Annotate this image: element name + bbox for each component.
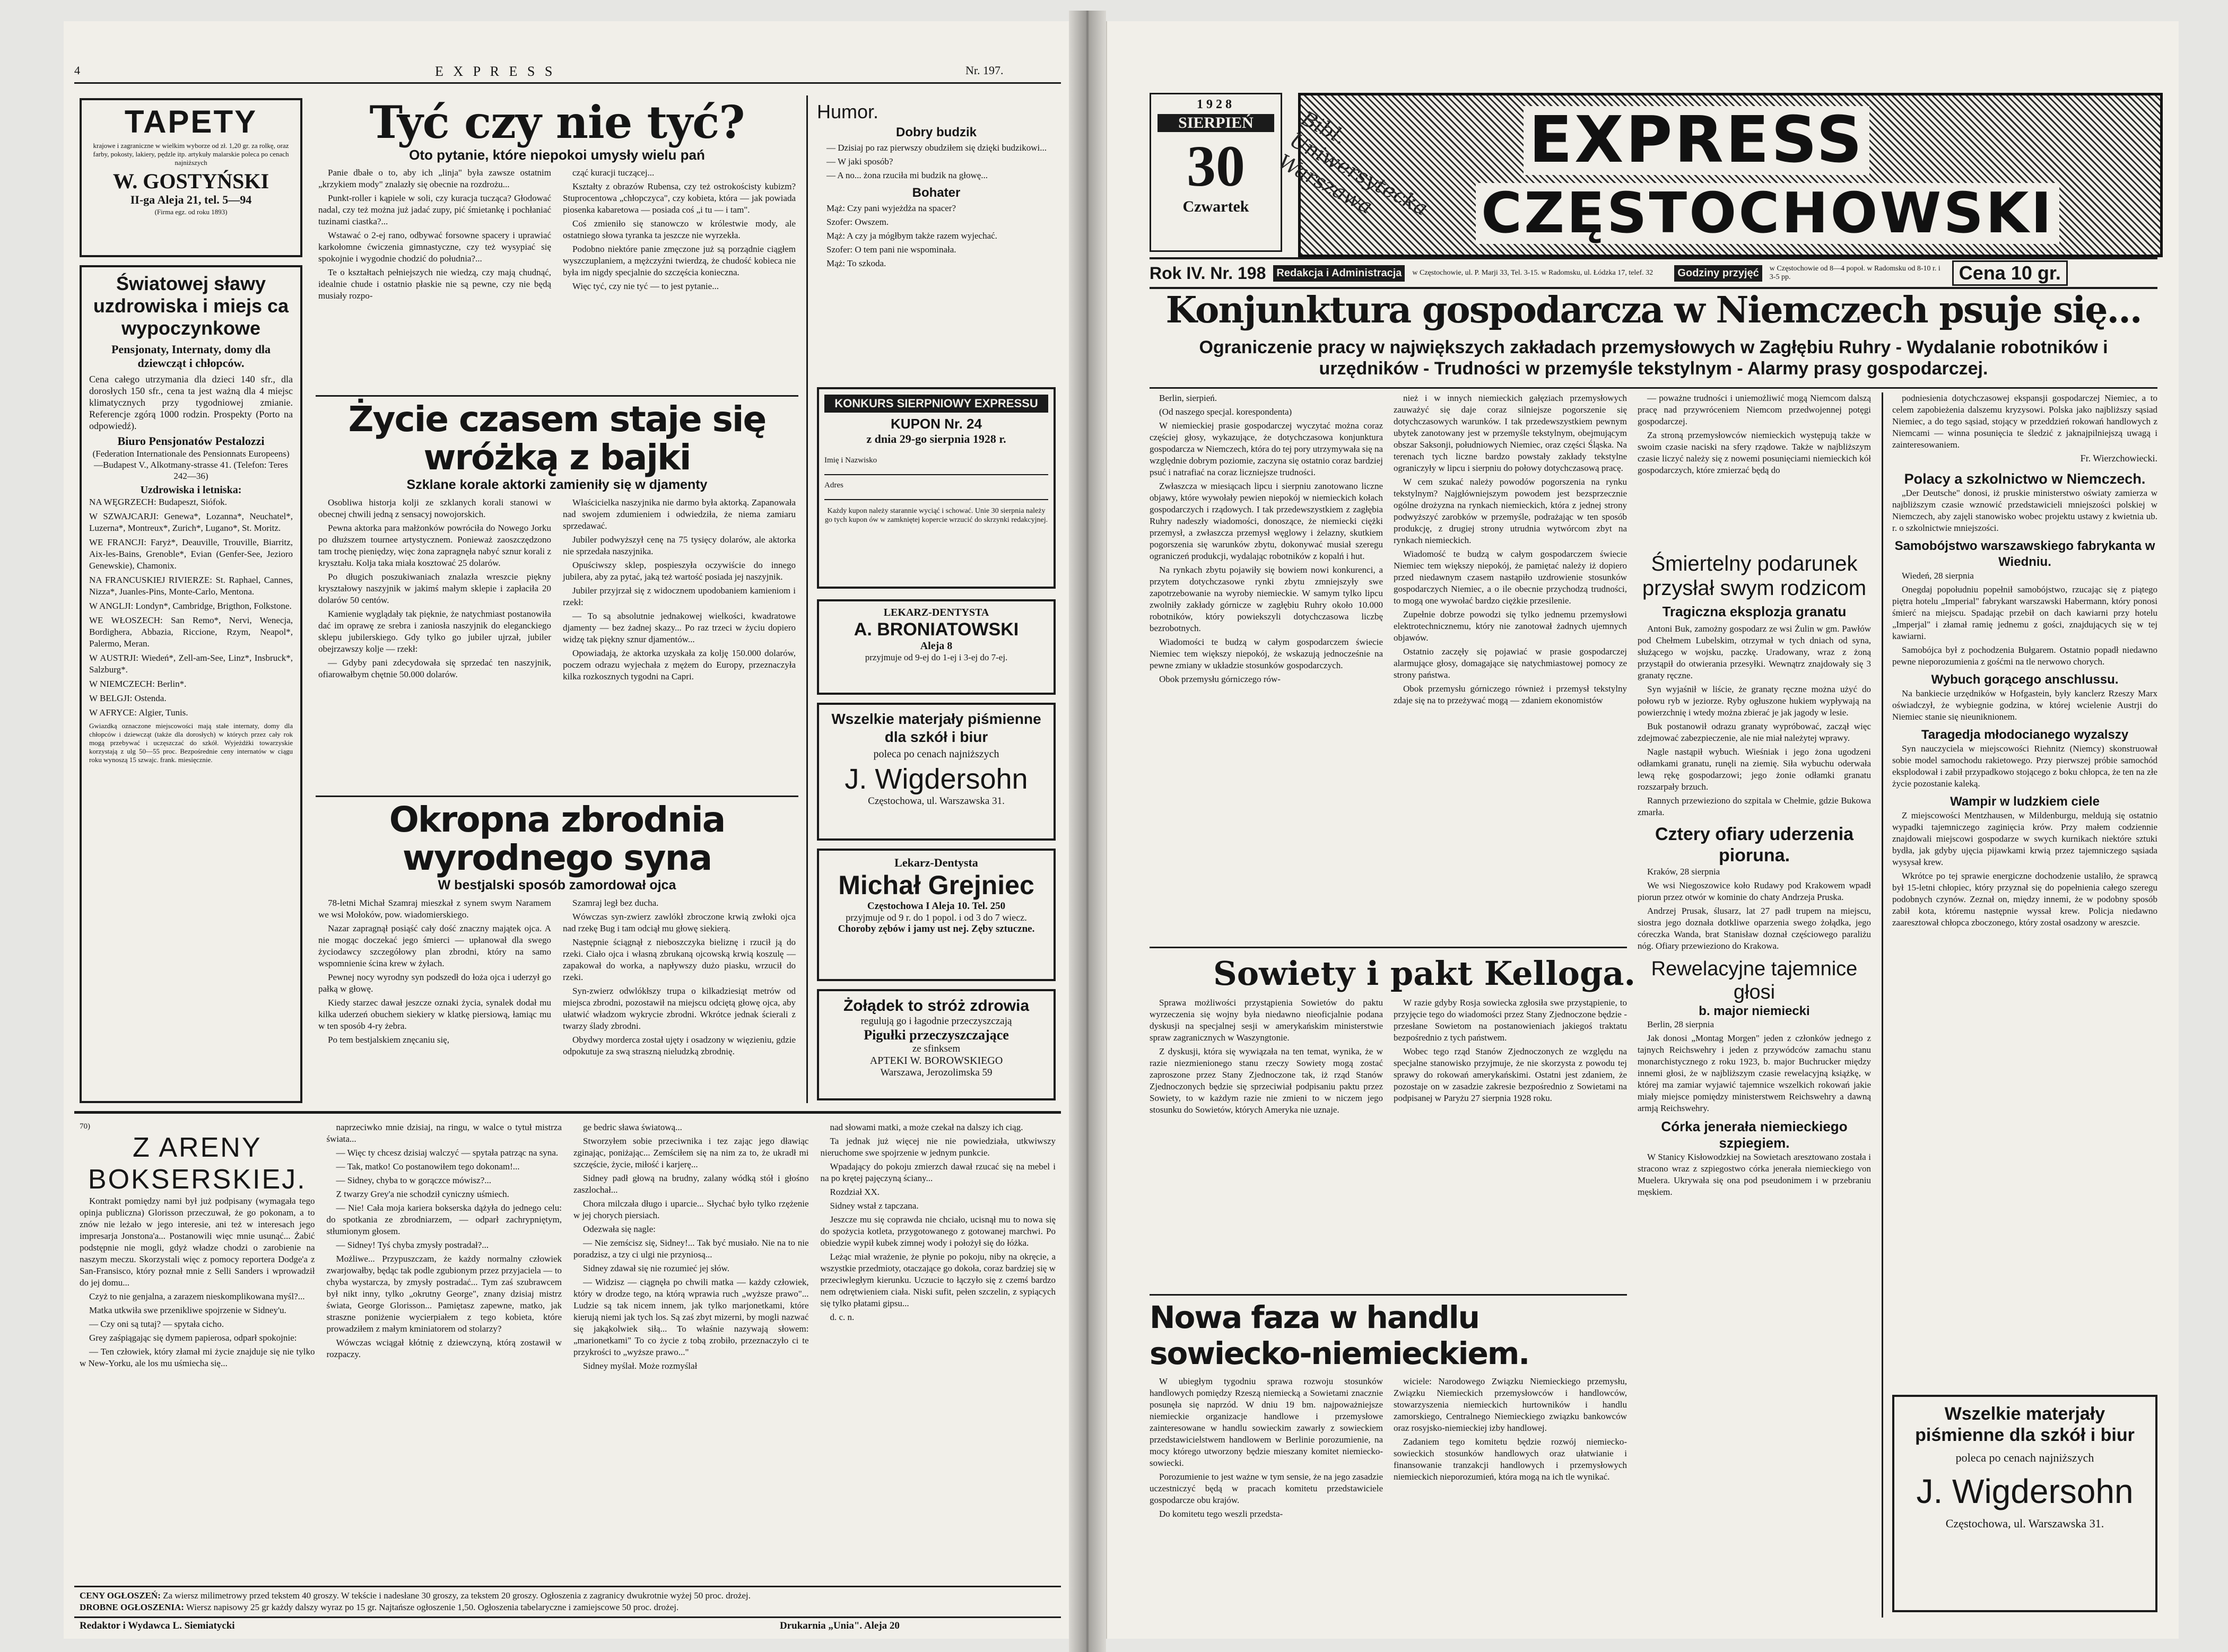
samobojstwo-text: [1892, 570, 2157, 668]
wybuch-text: [1892, 688, 2157, 723]
paragraph: Jak donosi „Montag Morgen" jeden z członków jednego z tajnych Reichswehry i jeden z przywódców zamachu stanu monarchistycznego z roku 1923, b. major Buchrucker między innemi głosi, że w najbliższym czasie rewelacyjną książkę, w której ma zamiar wyjawić tajemnice wszelkich rokowań jakie miały miejsce pomiędzy ministerstwem Reichswehry a dawną armją Reichswehry.: [1638, 1033, 1871, 1113]
paragraph: Jeszcze mu się coprawda nie chciało, ucisnął mu to nowa się do spożycia kotleta, przygotowanego z gotowanej marchwi. Po obiedzie wypił kubek zimnej wody i położył się do łóżka.: [820, 1214, 1056, 1248]
dobry-budzik-text: [817, 142, 1056, 181]
grejniec-hours: przyjmuje od 9 r. do 1 popol. i od 3 do 7 wiecz.: [846, 912, 1027, 923]
masthead-info-bar: [1150, 257, 2157, 289]
paragraph: Wówczas syn-zwierz zawlókł zbroczone krwią zwłoki ojca nad rzekę Bug i tam odciął mu głowę siekierą.: [563, 912, 796, 933]
smiertelny-text: [1638, 623, 1871, 818]
humor-heading: Humor.: [817, 101, 879, 123]
rule-tyc: [316, 395, 798, 397]
paragraph: — Więc ty chcesz dzisiaj walczyć — spytała patrząc na syna.: [336, 1148, 559, 1158]
paragraph: naprzeciwko mnie dzisiaj, na ringu, w walce o tytuł mistrza świata...: [326, 1122, 562, 1144]
rule-zycie: [316, 796, 798, 797]
header-rule: [74, 82, 1061, 84]
uzdrowiska-list: [89, 496, 293, 719]
paragraph: Syn nauczyciela w miejscowości Riehnitz (Niemcy) skonstruował sobie model samochodu rakietowego. Przy pierwszej próbie samochód eksplodował i zabił przypadkowo stojącego z boku chłopca, że ten na złe życie pozostanie kaleką.: [1892, 744, 2157, 789]
zoladek-line2: Pigułki przeczyszczające: [864, 1027, 1009, 1043]
paragraph: Za stroną przemysłowców niemieckich występują także w swoim czasie naciski na sfery rządowe. Także w najbliższym czasie liczyć należy się z nowemi posunięciami niemieckich kół gospodarczych, które zmierzać będą do: [1638, 430, 1871, 475]
paragraph: Z miejscowości Mentzhausen, w Mildenburgu, meldują się ostatnio wypadki tajemniczego zaginięcia krów. Przy małem codziennie znajdowali miejscowi gospodarze w swych kurnikach niektóre sztuki bydła, jak gdyby ujęcia pijawkami krwią przez tajemniczego sąsiada wysysał krew.: [1892, 810, 2157, 867]
paragraph: W Stanicy Kisłowodzkiej na Sowietach aresztowano została i stracono wraz z szpiegostwo córka jenerała niemieckiego von Muelera. Ukrywała się ona pod pseudonimem i w przebraniu męskiem.: [1638, 1152, 1871, 1197]
main-headline: Konjunktura gospodarcza w Niemczech psuje się...: [1165, 289, 2142, 331]
wigdersohn-ad-left: [817, 703, 1056, 841]
rule-right-column: [1882, 392, 1883, 1618]
paragraph: Szofer: Owszem.: [826, 217, 889, 227]
paragraph: (Od naszego specjal. korespondenta): [1159, 407, 1292, 417]
paragraph: ge bedric sława światową...: [583, 1122, 682, 1132]
main-column-1: [1150, 392, 1383, 944]
paragraph: — Czy oni są tutaj? — spytała cicho.: [89, 1319, 224, 1329]
kupon-name-field[interactable]: Imię i Nazwisko: [824, 456, 1048, 475]
paragraph: Po długich poszukiwaniach znalazła wreszcie piękny kryształowy naszyjnik w jakimś małym sklepie i zapłaciła 20 dolarów 50 centów.: [318, 572, 551, 605]
paragraph: Na bankiecie urzędników w Hofgastein, były kanclerz Rzeszy Marx oświadczył, że wybiegnie godzina, w której wcielenie Austrji do Niemiec stanie się nieuniknionem.: [1892, 688, 2157, 722]
broniatowski-label: LEKARZ-DENTYSTA: [883, 607, 989, 618]
paragraph: Z twarzy Grey'a nie schodził cyniczny uśmiech.: [336, 1189, 509, 1199]
price: Cena 10 gr.: [1952, 260, 2068, 286]
main-subheadline: Ograniczenie pracy w największych zakładach przemysłowych w Zagłębiu Ruhry - Wydalanie robotników i urzędników - Trudności w przemyśle tekstylnym - Alarmy prasy gospodarczej.: [1199, 337, 2108, 379]
arena-chapter: 70): [80, 1122, 90, 1131]
uzdrowiska-ad: [80, 265, 302, 1103]
kupon-address-field[interactable]: Adres: [824, 480, 1048, 500]
paragraph: Wiadomość te budzą w całym gospodarczem świecie Niemiec tem większy niepokój, że pamiętać należy iż dopiero przed niedawnym czasem nastąpiło uzdrowienie stosunków gospodarczych Niemiec, a o ile obecnie przychodzą trudności, to mogą one wywołać bardzo ciężkie przesilenie.: [1394, 549, 1627, 606]
paragraph: W ubiegłym tygodniu sprawa rozwoju stosunków handlowych pomiędzy Rzeszą niemiecką a Sowietami znacznie posunęła się naprzód. W dniu 19 bm. najpoważniejsze niemieckie organizacje handlowe i przemysłowe zainteresowane w handlu sowieckim zawarły z sowieckiem przedstawicielstwem handlowem w Berlinie porozumienie, na mocy którego utworzony będzie mieszany komitet niemiecko-sowiecki.: [1150, 1376, 1383, 1468]
paragraph: Sidney wstał z tapczana.: [830, 1201, 919, 1211]
arena-column-2: [327, 1122, 562, 1374]
nowa-faza-heading: Nowa faza w handlu sowiecko-niemieckiem.: [1150, 1299, 1529, 1371]
tyc-subheading: Oto pytanie, które niepokoi umysły wielu pań: [409, 147, 705, 163]
date-year: 1928: [1197, 98, 1235, 111]
wigdersohn-r-line1: Wszelkie materjały piśmienne dla szkół i biur: [1915, 1404, 2135, 1445]
paragraph: Leżąc miał wrażenie, że płynie po pokoju, niby na okręcie, a wszystkie przedmioty, otaczające go dokoła, coraz bardziej się w przeciwległym kierunku. Uczucie to łączyło się z czemś bardzo nem odrętwieniem ciała. Niski sufit, pełen szczelin, z sypiących się tylko płatami gipsu...: [820, 1252, 1056, 1308]
paragraph: Andrzej Prusak, ślusarz, lat 27 padł trupem na miejscu, siostra jego doznała dotkliwe oparzenia swego żołądka, jego córeczka Wanda, brat Stanisław doznał częściowego paraliżu nóg. Ofiary przewieziono do Krakowa.: [1638, 906, 1871, 951]
konkurs-kupon[interactable]: [817, 387, 1056, 589]
paragraph: Zwłaszcza w miesiącach lipcu i sierpniu zanotowano liczne objawy, które wywołały pewien niepokój w niemieckich kołach gospodarczych i rządowych. I tak przedewszystkiem z zagłębia Ruhry nadeszły wiadomości, donoszące, że niemiecki ciężki przemysł, a zwłaszcza przemysł węglowy i żelazny, skutkiem pogorszenia się warunków zbytu, dokonywać musiał szeregu ograniczeń produkcji, wydalając robotników z kopalń i hut.: [1150, 481, 1383, 561]
paragraph: Na rynkach zbytu pojawiły się bowiem nowi konkurenci, a przytem dotychczasowe rynki zbytu zmniejszyły swe zapotrzebowanie na wyroby niemieckie. W samym tylko lipcu zwolniły zakłady górnicze w zagłębiu Ruhry około 10.000 robotników, który powiekszyli dotychczasowa liczbę bezrobotnych.: [1150, 565, 1383, 633]
drobne-label: DROBNE OGŁOSZENIA:: [80, 1602, 184, 1612]
humor-column: [817, 101, 1056, 272]
paragraph: Więc tyć, czy nie tyć — to jest pytanie...: [572, 281, 719, 291]
okropna-article: [318, 801, 796, 1060]
paragraph: Wobec tego rząd Stanów Zjednoczonych ze względu na specjalne stanowisko przyjmuje, że nie skorzysta z powodu tej sprawy do rokowań amerykańskimi. Ostatni jest zdaniem, że pozostaje on w zasadzie zakresie bezpośrednio z Sowietami na podpisanej w Paryżu 27 sierpnia 1928 roku.: [1394, 1046, 1627, 1103]
paragraph: W cem szukać należy powodów pogorszenia na rynku tekstylnym? Najgłówniejszym powodem jest bezsprzecznie ogólne drożyzna na rynkach niemieckich, która z jednej strony podwyższyć zarobków w przemyśle, podrażając w ten sposób produkcję, z drugiej strony utrudnia wytwórcom zbyt na rynkach niemieckich.: [1394, 477, 1627, 545]
tyc-column-2: [563, 167, 796, 304]
uzdrowiska-sub: Pensjonaty, Internaty, domy dla dziewcząt i chłopców.: [111, 343, 271, 370]
cztery-heading: Cztery ofiary uderzenia pioruna.: [1655, 824, 1854, 866]
paragraph: Buk postanowił odrazu granaty wypróbować, zaczął więc zdejmować zabezpieczenie, ale nie miał należytej wprawy.: [1638, 721, 1871, 743]
grejniec-ad: [817, 849, 1056, 981]
paragraph: W ANGLJI: Londyn*, Cambridge, Brigthon, Folkstone.: [89, 601, 292, 611]
paragraph: Osobliwa historja kolji ze szklanych korali stanowi w obecnej chwili jedną z sensacyj nowojorskich.: [318, 497, 551, 519]
sowiety-heading: Sowiety i pakt Kelloga.: [1213, 954, 1636, 993]
arena-feuilleton: [80, 1122, 1056, 1374]
polacy-heading: Polacy a szkolnictwo w Niemczech.: [1904, 471, 2146, 487]
date-day: 30: [1187, 134, 1245, 198]
paragraph: Mąż: A czy ja mógłbym także razem wyjechać.: [826, 231, 997, 241]
paragraph: Stworzyłem sobie przeciwnika i tez zając jego dławiąc zginając, poniżając... Zemściłem się na nim za to, że ukradł mi szczęście, życie, miłość i karjerę...: [573, 1136, 809, 1169]
grejniec-name: Michał Grejniec: [838, 870, 1034, 900]
rule-prices: [74, 1586, 1061, 1587]
zoladek-ad: [817, 989, 1056, 1100]
paragraph: — Dzisiaj po raz pierwszy obudziłem się dzięki budzikowi...: [826, 143, 1047, 153]
handwritten-library-mark: Bibl. Uniwersytecka Warszawa: [1274, 106, 1432, 221]
paragraph: Rannych przewieziono do szpitala w Chełmie, gdzie Bukowa zmarła.: [1638, 796, 1871, 817]
polacy-intro: podniesienia dotychczasowej ekspansji gospodarczej Niemiec, a to celem zapobieżenia dalszemu kryzysowi. Polska jako najbliższy sąsiad Niemiec, a do tego sąsiad, stojący w przeddzień rokowań handlowych z Niemcami — winna posunięcia te śledzić z jaknajpilniejszą uwagą i zainteresowaniem.: [1892, 393, 2157, 450]
paragraph: — Tak, matko! Co postanowiłem tego dokonam!...: [336, 1161, 520, 1172]
arena-column-4: [821, 1122, 1056, 1374]
cztery-text: [1638, 866, 1871, 952]
wigdersohn-line2: poleca po cenach najniższych: [873, 748, 999, 760]
kupon-date: z dnia 29-go sierpnia 1928 r.: [866, 432, 1006, 445]
wigdersohn-name: J. Wigdersohn: [845, 763, 1028, 795]
ceny-ogloszen: [80, 1590, 1056, 1613]
arena-column-3: [573, 1122, 809, 1374]
paragraph: Kiedy starzec dawał jeszcze oznaki życia, synalek dodał mu kilka uderzeń obuchem siekiery w klatkę piersiową, łamiąc mu w ten sposób 4-ry żebra.: [318, 998, 551, 1031]
paragraph: Możliwe... Przypuszczam, że każdy normalny człowiek zwarjowałby, będąc tak podle zgubionym przez przyjaciela — to chyba wystarcza, by zmysły postradać... Tym zaś szubrawcem był nikt inny, tylko „okrutny George", znany dzisiaj mistrz świata, George Glorisson... Pamiętasz zapewne, matko, jak straszne poniżenie wycierpiałem z tego kobieta, które prowadziłem z małym kminiatorem od stolarzy?: [326, 1254, 562, 1334]
sowiety-article: [1150, 955, 1871, 1118]
issue-number: Nr. 197.: [965, 64, 1004, 77]
logo-czestochowski: CZĘSTOCHOWSKI: [1476, 183, 2059, 244]
rule-humor: [806, 95, 808, 1103]
paragraph: Mąż: Czy pani wyjeżdża na spacer?: [826, 203, 956, 213]
paragraph: Nazar zapragnął posiąść cały dość znaczny majątek ojca. A nie mogąc doczekać jego śmierci — upłanował dla swego życiodawcy szczegółowy plan zbrodni, który na samo wspomnienie ścina krew w żyłach.: [318, 923, 551, 968]
paragraph: Chora milczała długo i uparcie... Słychać było tylko rzężenie w jej chorych piersiach.: [573, 1199, 809, 1220]
zycie-heading: Życie czasem staje się wróżką z bajki: [348, 399, 766, 478]
redakcja-address: w Częstochowie, ul. P. Marji 33, Tel. 3-15. w Radomsku, ul. Łódzka 17, telef. 32: [1412, 269, 1653, 277]
paragraph: Sprawa możliwości przystąpienia Sowietów do paktu wyrzeczenia się wojny była niedawno nieoficjalnie podana dyskusji na specjalnej sesji w amerykańskim ministerstwie spraw zagranicznych w Waszyngtonie.: [1150, 998, 1383, 1043]
godziny-label: Godziny przyjęć: [1674, 265, 1762, 282]
tragedja-text: [1892, 743, 2157, 790]
broniatowski-hours: przyjmuje od 9-ej do 1-ej i 3-ej do 7-ej.: [865, 652, 1008, 662]
footer-printer: Drukarnia „Unia". Aleja 20: [780, 1620, 900, 1631]
paragraph: Coś zmieniło się stanowczo w królestwie mody, ale ostatniego słowa tyranka ta jeszcze nie wyrzekła.: [563, 218, 796, 240]
pestalozzi-bureau: Biuro Pensjonatów Pestalozzi: [117, 434, 265, 448]
paragraph: Szamraj legł bez ducha.: [572, 898, 659, 908]
grejniec-address: Częstochowa I Aleja 10. Tel. 250: [867, 901, 1006, 912]
paragraph: — Sidney! Tyś chyba zmysły postradał?...: [336, 1240, 489, 1250]
date-weekday: Czwartek: [1182, 198, 1249, 215]
paragraph: nież i w innych niemieckich gałęziach przemysłowych zauważyć się daje coraz silniejsze pogorszenie się dotychczasowych warunków. I tak przedewszystkiem pewnym ubytek zanotowany jest w przemyśle tekstylnym, obejmującym obszar Saksonji, południowych Niemiec, oraz części Śląska. Na terenach tych liczne bardzo powstały zakłady tekstylne ograniczyły w lipcu i sierpniu do połowy dotychczasową pracę.: [1394, 393, 1627, 473]
corka-heading: Córka jenerała niemieckiego szpiegiem.: [1661, 1118, 1848, 1151]
sowiety-column-2: [1394, 997, 1627, 1118]
rule-nowa-faza: [1150, 1294, 1627, 1296]
paragraph: — poważne trudności i uniemożliwić mogą Niemcom dalszą pracę nad przywróceniem Niemcom przedwojennej potęgi gospodarczej.: [1638, 393, 1871, 426]
zycie-column-2: [563, 497, 796, 685]
zycie-column-1: [318, 497, 551, 685]
rok-numer: Rok IV. Nr. 198: [1150, 263, 1266, 283]
paragraph: Te o kształtach pełniejszych nie wiedzą, czy mają chudnąć, idealnie chude i ostatnio płaskie nie są pewne, czy nie będą musiały rozpo-: [318, 267, 551, 301]
tyc-column-1: [318, 167, 551, 304]
paragraph: W niemieckiej prasie gospodarczej wyczytać można coraz częściej głosy, wykazujące, że dotychczasowa konjunktura gospodarcza w Niemczech, która do tej pory utrzymywała się na względnie dobrym poziomie, zaczyna się ostatnio coraz bardziej psuć i natrafiać na coraz liczniejsze trudności.: [1150, 421, 1383, 477]
paragraph: Pewnej nocy wyrodny syn podszedł do łoża ojca i uderzył go pałką w głowę.: [318, 972, 551, 994]
arena-column-1: [80, 1195, 315, 1369]
ceny-text: Za wiersz milimetrowy przed tekstem 40 groszy. W tekście i nadesłane 30 groszy, za tekstem 20 groszy. Ogłoszenia z zagranicy dwukrotnie wyżej 50 proc. drożej.: [163, 1590, 751, 1601]
godziny-text: w Częstochowie od 8—4 popoł. w Radomsku od 8-10 r. i 3-5 pp.: [1769, 265, 1940, 281]
paragraph: NA WĘGRZECH: Budapeszt, Siófok.: [89, 497, 227, 507]
paragraph: Ostatnio zaczęły się pojawiać w prasie gospodarczej alarmujące głosy, domagające się natychmiastowej pomocy ze strony państwa.: [1394, 646, 1627, 680]
paragraph: — W jaki sposób?: [826, 156, 893, 167]
paragraph: Matka utkwiła swe przenikliwe spojrzenie w Sidney'u.: [89, 1305, 286, 1315]
paragraph: Antoni Buk, zamożny gospodarz ze wsi Żulin w gm. Pawłów pod Chełmem Lubelskim, otrzymał w tych dniach od syna, służącego w wojsku, paczkę. Uradowany, wraz z żoną przystąpił do otwierania przesyłki. Wewnątrz znajdowały się 3 granaty ręczne.: [1638, 624, 1871, 680]
kupon-note: Każdy kupon należy starannie wyciąć i schować. Unie 30 sierpnia należy go tych kupon ów w zamkniętej kopercie wrzucić do skrzynki redakcyjnej.: [824, 507, 1048, 524]
wigdersohn-ad-right: [1892, 1395, 2157, 1612]
paragraph: Berlin, 28 sierpnia: [1647, 1019, 1714, 1029]
paragraph: Odezwała się nagle:: [583, 1224, 656, 1234]
grejniec-line3: Choroby zębów i jamy ust nej. Zęby sztuczne.: [838, 923, 1035, 934]
paragraph: — Nie zemścisz się, Sidney!... Tak być musiało. Nie na to nie poradzisz, a tzy ci ulgi nie przyniosą...: [573, 1238, 809, 1260]
grejniec-label: Lekarz-Dentysta: [894, 856, 978, 869]
broniatowski-street: Aleja 8: [920, 640, 953, 652]
paragraph: W NIEMCZECH: Berlin*.: [89, 679, 187, 689]
bohater-text: [817, 203, 1056, 269]
zoladek-line5: Warszawa, Jerozolimska 59: [880, 1067, 993, 1078]
paragraph: Sidney myślał. Może rozmyślał: [583, 1361, 698, 1371]
paragraph: Ta jednak już więcej nie nie powiedziała, utkwiwszy nieruchome swe spojrzenie w jednym punkcie.: [820, 1136, 1056, 1158]
paragraph: Do komitetu tego weszli przedsta-: [1159, 1509, 1283, 1519]
rule-sowiety: [1150, 947, 1627, 948]
paragraph: Wpadający do pokoju zmierzch dawał rzucać się na mebel i na po krętej pajęczyną ściany...: [820, 1161, 1056, 1183]
zoladek-line3: ze sfinksem: [912, 1043, 961, 1054]
paragraph: — A no... żona rzuciła mi budzik na głowę...: [826, 170, 988, 180]
okropna-heading: Okropna zbrodnia wyrodnego syna: [389, 799, 725, 878]
redakcja-label: Redakcja i Administracja: [1273, 265, 1405, 282]
logo-express: EXPRESS: [1524, 106, 1869, 175]
wybuch-heading: Wybuch gorącego anschlussu.: [1931, 672, 2119, 687]
paragraph: Szofer: O tem pani nie wspominała.: [826, 244, 956, 255]
paragraph: WE FRANCJI: Faryż*, Deauville, Trouville, Biarritz, Aix-les-Bains, Grenoble*, Evian (Genfer-See, Jezioro Genewskie), Chamonix.: [89, 537, 293, 571]
paragraph: Wówczas wciągał kłótnię z dziewczyną, którą zostawił w rozpaczy.: [326, 1338, 562, 1359]
tragedja-heading: Taragedja młodocianego wyzalszy: [1921, 728, 2129, 742]
paragraph: d. c. n.: [830, 1312, 855, 1322]
nowa-faza-article: [1150, 1299, 1627, 1522]
paragraph: 78-letni Michał Szamraj mieszkał z synem swym Naramem we wsi Mołoków, pow. wiadomierskiego.: [318, 898, 551, 920]
bohater-heading: Bohater: [912, 186, 961, 200]
paragraph: — To są absolutnie jednakowej wielkości, kwadratowe djamenty — bez żadnej skazy... Po raz trzeci w życiu dopiero widzę tak piękny sznur djamentów...: [563, 611, 796, 644]
paragraph: Syn-zwierz odwlókłszy trupa o kilkadziesiąt metrów od miejsca zbrodni, pozostawił na miejscu odciętą głowę ojca, aby ułatwić władzom wykrycie zbrodni. Wkrótce jednak ścierali z twarzy ślady zbrodni.: [563, 986, 796, 1031]
tyc-article: [318, 98, 796, 304]
konkurs-title: KONKURS SIERPNIOWY EXPRESSU: [824, 395, 1048, 413]
paragraph: Jubiler podwyższył cenę na 75 tysięcy dolarów, ale aktorka nie sprzedała naszyjnika.: [563, 535, 796, 556]
paragraph: Mąż: To szkoda.: [826, 258, 886, 268]
paragraph: Podobno niektóre panie zmęczone już są porządnie ciągłem wyszczuplaniem, a mężczyźni twierdzą, że chudość kobieca nie była im nigdy specjalnie do szczęścia konieczna.: [563, 244, 796, 277]
main-column-2: [1394, 392, 1627, 944]
paragraph: Z dyskusji, która się wywiązała na ten temat, wynika, że w razie niezmienionego stanu rzeczy Sowiety mogą zostać zaproszone przez Stany Zjednoczone tak, iż rząd Stanów Zjednoczonych będzie się sprzeciwiał podpisaniu paktu przez Sowiety, to w każdym razie nie zmieni to w niczem jego stosunku do Sowietów, których Ameryka nie uznaje.: [1150, 1046, 1383, 1115]
rule-feuilleton: [74, 1111, 1061, 1114]
paragraph: Wstawać o 2-ej rano, odbywać forsowne spacery i uprawiać karkołomne ćwiczenia gimnastyczne, czy też wysypiać się spokojnie i wygodnie chodzić do południa?...: [318, 230, 551, 264]
paragraph: WE WŁOSZECH: San Remo*, Nervi, Wenecja, Bordighera, Abbazia, Riccione, Rzym, Neapol*, Palermo, Meran.: [89, 615, 293, 649]
rule-footer: [74, 1616, 1061, 1618]
paragraph: Punkt-roller i kąpiele w soli, czy kuracja tucząca? Głodować nadal, czy też można już jadać zupy, pić śmietankę i pochłaniać tuzinami ciastka?...: [318, 193, 551, 226]
tapety-ad: [80, 98, 302, 257]
wigdersohn-line1: Wszelkie materjały piśmienne dla szkół i biur: [831, 711, 1041, 745]
broniatowski-name: A. BRONIATOWSKI: [854, 619, 1019, 640]
okropna-subheading: W bestjalski sposób zamordował ojca: [438, 878, 676, 893]
kupon-number: KUPON Nr. 24: [891, 416, 982, 432]
tapety-body: krajowe i zagraniczne w wielkim wyborze od zł. 1,20 gr. za rolkę, oraz farby, pokosty, lakiery, pędzle itp. artykuły malarskie poleca po cenach najniższych: [93, 142, 289, 167]
footer-editor: Redaktor i Wydawca L. Siemiatycki: [80, 1620, 235, 1631]
pestalozzi-address: (Federation Internationale des Pensionnats Europeens)—Budapest V., Alkotmany-strasse 41. (Telefon: Teres 242—36): [92, 449, 290, 481]
zoladek-line4: APTEKI W. BOROWSKIEGO: [869, 1055, 1003, 1067]
paragraph: Następnie ściągnął z nieboszczyka bieliznę i rzucił ją do rzeki. Ciało ojca i własną zbrukaną ojcowską krwią koszulę — zapakował do worka, a napływszy dużo piasku, wrzucił do rzeki.: [563, 937, 796, 982]
sowiety-column-1: [1150, 997, 1383, 1118]
paragraph: Samobójca był z pochodzenia Bułgarem. Ostatnio popadł niedawno pewne nieporozumienia z gośćmi na tle nerwowo chorych.: [1892, 645, 2157, 667]
paragraph: Grey zaśpiągając się dymem papierosa, odparł spokojnie:: [89, 1333, 297, 1343]
paragraph: Panie dbałe o to, aby ich „linja" była zawsze ostatnim „krzykiem mody" znalazły się obecnie na rozdrożu...: [318, 168, 551, 189]
wampir-heading: Wampir w ludzkiem ciele: [1950, 794, 2100, 809]
uzdrowiska-body: Cena całego utrzymania dla dzieci 140 sfr., dla dorosłych 150 sfr., cena ta jest ważną dla 4 miejsc klimatycznych przy tygodniowej zmianie. Referencje zgórą 1000 rodzin. Prospekty (Porto na odpowiedź).: [89, 374, 293, 431]
zycie-subheading: Szklane korale aktorki zamieniły się w djamenty: [406, 477, 708, 492]
paragraph: Jubiler przyjrzał się z widocznem upodobaniem kamieniom i rzekł:: [563, 585, 796, 607]
paragraph: Porozumienie to jest ważne w tym sensie, że na jego zasadzie uczestniczyć będą w pracach komitetu przedstawiciele gospodarcze obu krajów.: [1150, 1472, 1383, 1505]
paragraph: nad słowami matki, a może czekał na dalszy ich ciąg.: [830, 1122, 1023, 1132]
zoladek-line1: regulują go i łagodnie przeczyszczają: [860, 1016, 1012, 1027]
book-gutter: [1069, 11, 1106, 1652]
drobne-text: Wiersz napisowy 25 gr każdy dalszy wyraz po 15 gr. Najtańsze ogłoszenie 1,50. Ogłoszenia tabelaryczne i zamiejscowe 50 proc. drożej.: [186, 1602, 679, 1612]
date-box: [1150, 93, 1282, 252]
paragraph: Kształty z obrazów Rubensa, czy też ostrokościsty kubizm? Stuprocentowa „chłopczyca", czy kobieta, która — jak powiada piosenka kabaretowa — posiada coś „i tu — i tam".: [563, 181, 796, 215]
paragraph: Zupełnie dobrze powodzi się tylko jednemu przemysłowi elektrotechnicznemu, który nie zanotował żadnych ujemnych objawów.: [1394, 609, 1627, 643]
paragraph: Pewna aktorka para małżonków powróciła do Nowego Jorku po dłuższem tournee artystycznem. Ponieważ zaoszczędzono tam trochę pieniędzy, więc żona zapragnęła nabyć sznur korali z kryształu. Kolja taka miała kosztować 25 dolarów.: [318, 523, 551, 568]
wampir-text: [1892, 810, 2157, 929]
paragraph: Sidney zdawał się nie rozumieć jej słów.: [583, 1263, 730, 1273]
right-column: [1892, 392, 2157, 1384]
paragraph: W AFRYCE: Algier, Tunis.: [89, 707, 188, 718]
paragraph: Obok przemysłu górniczego również i przemysł tekstylny zdaje się na to przeżywać mogą — zdaniem ekonomistów: [1394, 684, 1627, 705]
paragraph: Opuściwszy sklep, pospieszyła oczywiście do innego jubilera, aby za pytać, jaką też wartość posiada jej naszyjnik.: [563, 560, 796, 582]
paragraph: W AUSTRJI: Wiedeń*, Zell-am-See, Linz*, Insbruck*, Salzburg*.: [89, 653, 293, 675]
corka-text: [1638, 1151, 1871, 1198]
nowa-faza-column-1: [1150, 1376, 1383, 1522]
paragraph: Syn wyjaśnił w liście, że granaty ręczne można użyć do połowu ryb w jeziorze. Ryby ogłuszone hukiem wypływają na powierzchnię i wtedy można zbierać je jak jagody w lesie.: [1638, 684, 1871, 718]
paragraph: Sidney padł głową na brudny, zalany wódką stół i głośno zaszlochał...: [573, 1173, 809, 1195]
paragraph: Wiedeń, 28 sierpnia: [1902, 571, 1974, 581]
okropna-column-1: [318, 897, 551, 1060]
paragraph: Obydwy morderca został ujęty i osadzony w więzieniu, gdzie odpokutuje za swą straszną nieludzką zbrodnię.: [563, 1035, 796, 1056]
arena-heading: Z ARENY BOKSERSKIEJ.: [88, 1132, 307, 1195]
paragraph: Wiadomości te budzą w całym gospodarczem świecie Niemiec tem większy niepokój, że wskazują jednocześnie na pewne zmiany w układzie stosunków gospodarczych.: [1150, 637, 1383, 670]
nowa-faza-column-2: [1394, 1376, 1627, 1522]
paragraph: Rozdział XX.: [830, 1187, 880, 1197]
paragraph: Kontrakt pomiędzy nami był już podpisany (wymagała tego opinja publiczna) Glorisson przeczuwał, że go pokonam, a to znów nie leżało w jego interesie, ani też w interesach jego impresarja Jonstona'a... Postanowili więc mnie usunąć... Żabić podstępnie nie mogli, gdyż władze chodzi o zarobienie na naszym meczu. Skorzystali więc z pomocy reportera Dodge'a z San-Fransisco, który poznał mnie z Selli Sanders i wprowadził do jej domu...: [80, 1196, 315, 1288]
paragraph: Berlin, sierpień.: [1159, 393, 1217, 403]
rewelacyjne-subheading: b. major niemiecki: [1699, 1004, 1810, 1018]
paragraph: — Sidney, chyba to w gorączce mówisz?...: [336, 1175, 492, 1185]
paragraph: Czyż to nie genjalna, a zarazem nieskomplikowana myśl?...: [89, 1291, 305, 1301]
paragraph: NA FRANCUSKIEJ RIVIERZE: St. Raphael, Cannes, Nizza*, Juanles-Pins, Monte-Carlo, Mentona.: [89, 575, 293, 597]
page-running-title: E X P R E S S: [435, 64, 556, 79]
wigdersohn-r-name: J. Wigdersohn: [1916, 1472, 2134, 1510]
samobojstwo-heading: Samobójstwo warszawskiego fabrykanta w Wiedniu.: [1894, 539, 2155, 569]
paragraph: — Ten człowiek, który złamał mi życie znajduje się nie tylko w New-Yorku, ale los mu uśmiecha się...: [80, 1347, 315, 1368]
uzdrowiska-footnote: Gwiazdką oznaczone miejscowości mają stałe internaty, domy dla chłopców i dziewcząt (także dla dorosłych) w których przez cały rok mogą przebywać i uczęszczać do szkół. Wyjeżdżki towarzyskie korzystają z ulg 50—55 proc. Bezpośrednie ceny internatów w ciągu roku wynoszą 15 szwajc. frank. miesięcznie.: [89, 722, 293, 764]
article-signature: Fr. Wierzchowiecki.: [2080, 453, 2157, 464]
paragraph: Kraków, 28 sierpnia: [1647, 867, 1720, 877]
zoladek-heading: Żołądek to stróż zdrowia: [843, 997, 1030, 1015]
paragraph: Po tem bestjalskiem znęcaniu się,: [328, 1035, 449, 1045]
uzdrowiska-list-title: Uzdrowiska i letniska:: [140, 484, 242, 496]
paragraph: Nagle nastąpił wybuch. Wieśniak i jego żona ugodzeni odłamkami granatu, runęli na ziemię. Siła wybuchu oderwała lewą rękę gospodarzowi; jego żonie odłamki granatu rozszarpały brzuch.: [1638, 747, 1871, 792]
tapety-since: (Firma egz. od roku 1893): [154, 208, 228, 216]
smiertelny-subheading: Tragiczna eksplozja granatu: [1662, 604, 1847, 619]
paragraph: cząć kuracji tuczącej...: [572, 168, 655, 178]
paragraph: — Widzisz — ciągnęła po chwili matka — każdy człowiek, który w drodze tego, na którą wprawia ruch „wyższe prawo"... Ludzie są tak nicem innem, jak tylko marjonetkami, które kierują niemi jak tych los. Są zaś zbyt mizerni, by mogli nazwać się jakąkolwiek siłą... To właśnie nazywają słowem: „marionetkami" To co życie z tobą zrobiło, przeznaczyło ci te przykrości to „wyższe prawo...": [573, 1277, 809, 1357]
paragraph: Onegdaj popołudniu popełnił samobójstwo, rzucając się z piątego piętra hotelu „Imperial" fabrykant warszawski Habermann, który ponosi śmierć na miejscu. Spadając przebił on dach kawiarni przy hotelu „Imperjal" i złamał ramię jednemu z gości, znajdujących się w tej kawiarni.: [1892, 584, 2157, 641]
paragraph: Obok przemysłu górniczego rów-: [1159, 674, 1281, 684]
paragraph: W BELGJI: Ostenda.: [89, 693, 167, 703]
okropna-column-2: [563, 897, 796, 1060]
paragraph: Zadaniem tego komitetu będzie rozwój niemiecko-sowieckich stosunków handlowych oraz ułatwianie i finansowanie tranzakcji handlowych i przemysłowych niemieckich nieporozumień, która mogą na ich tle wynikać.: [1394, 1437, 1627, 1482]
tapety-heading: TAPETY: [124, 104, 258, 139]
rewelacyjne-heading: Rewelacyjne tajemnice głosi: [1651, 958, 1858, 1003]
tapety-firm: W. GOSTYŃSKI: [112, 169, 269, 193]
paragraph: W SZWAJCARJI: Genewa*, Lozanna*, Neuchatel*, Luzerna*, Montreux*, Zurich*, Lugano*, St. Moritz.: [89, 511, 293, 533]
dobry-budzik-heading: Dobry budzik: [895, 125, 977, 139]
smiertelny-heading: Śmiertelny podarunek przysłał swym rodzicom: [1642, 552, 1867, 600]
broniatowski-ad: [817, 599, 1056, 695]
tyc-heading: Tyć czy nie tyć?: [369, 96, 745, 148]
left-page: [64, 21, 1070, 1639]
wigdersohn-address: Częstochowa, ul. Warszawska 31.: [868, 796, 1005, 807]
date-month: SIERPIEŃ: [1157, 114, 1274, 132]
paragraph: Właścicielka naszyjnika nie darmo była aktorką. Zapanowała nad swojem zdumieniem i odwiedziła, że niema zamiaru sprzedawać.: [563, 497, 796, 531]
paragraph: „Der Deutsche" donosi, iż pruskie ministerstwo oświaty zamierza w najbliższym czasie wznowić przedstawicieli mniejszości polskiej w Niemczech, aby zajęli stanowisko wobec projektu ustawy z kwietnia ub. r. o szkolnictwie mniejszości.: [1892, 488, 2157, 533]
paragraph: Kamienie wyglądały tak pięknie, że natychmiast postanowiła dać im oprawę ze srebra i zaniosła naszyjnik do eleganckiego sklepu jubilerskiego. Gdy tylko go jubiler ujrzał, jubiler obejrzawszy kolje — rzekł:: [318, 609, 551, 654]
ceny-label: CENY OGŁOSZEŃ:: [80, 1590, 161, 1601]
paragraph: — Nie! Cała moja kariera bokserska dążyła do jednego celu: do spotkania ze zbrodniarzem, — odparł zachrypniętym, stłumionym głosem.: [326, 1203, 562, 1236]
paragraph: wiciele: Narodowego Związku Niemieckiego przemysłu, Związku Niemieckich przemysłowców i handlowców, stowarzyszenia niemieckich hurtowników i handlu zamorskiego, Centralnego Niemieckiego związku bankowców oraz rosyjsko-niemieckiej izby handlowej.: [1394, 1376, 1627, 1433]
paragraph: Opowiadają, że aktorka uzyskała za kolję 150.000 dolarów, poczem odrazu wyjechała z mężem do Europy, przeznaczyła kilka rozkosznych tygodni na Capri.: [563, 648, 796, 681]
wigdersohn-r-address: Częstochowa, ul. Warszawska 31.: [1945, 1517, 2104, 1530]
paragraph: — Gdyby pani zdecydowała się sprzedać ten naszyjnik, ofiarowałbym chętnie 50.000 dolarów.: [318, 658, 551, 679]
right-page: [1106, 21, 2179, 1639]
paragraph: Wkrótce po tej sprawie energiczne dochodzenie ustaliło, że sprawcą był 15-letni chłopiec, który przyznał się do popełnienia całego szeregu podobnych czynów. Zeznał on, między innemi, że w podobny sposób zabił kota, któremu następnie wyssał krew. Policja niedawno zaaresztował chłopca zboczonego, który został osadzony w areszcie.: [1892, 871, 2157, 928]
paragraph: W razie gdyby Rosja sowiecka zgłosiła swe przystąpienie, to przyjęcie tego do wiadomości przez Stany Zjednoczone będzie - przesłane Sowietom na postanowieniach jakiegoś traktatu bezpośrednio z tych państwem.: [1394, 998, 1627, 1043]
tapety-address: II-ga Aleja 21, tel. 5—94: [130, 193, 252, 206]
uzdrowiska-heading: Światowej sławy uzdrowiska i miejs ca wypoczynkowe: [93, 273, 289, 339]
polacy-text: [1892, 487, 2157, 534]
wigdersohn-r-line2: poleca po cenach najniższych: [1955, 1451, 2094, 1464]
paragraph: We wsi Niegoszowice koło Rudawy pod Krakowem wpadł piorun przez otwór w kominie do chaty Andrzeja Pruska.: [1638, 880, 1871, 902]
rule-main: [1150, 387, 2157, 389]
zycie-article: [318, 400, 796, 685]
page-number: 4: [74, 64, 80, 77]
